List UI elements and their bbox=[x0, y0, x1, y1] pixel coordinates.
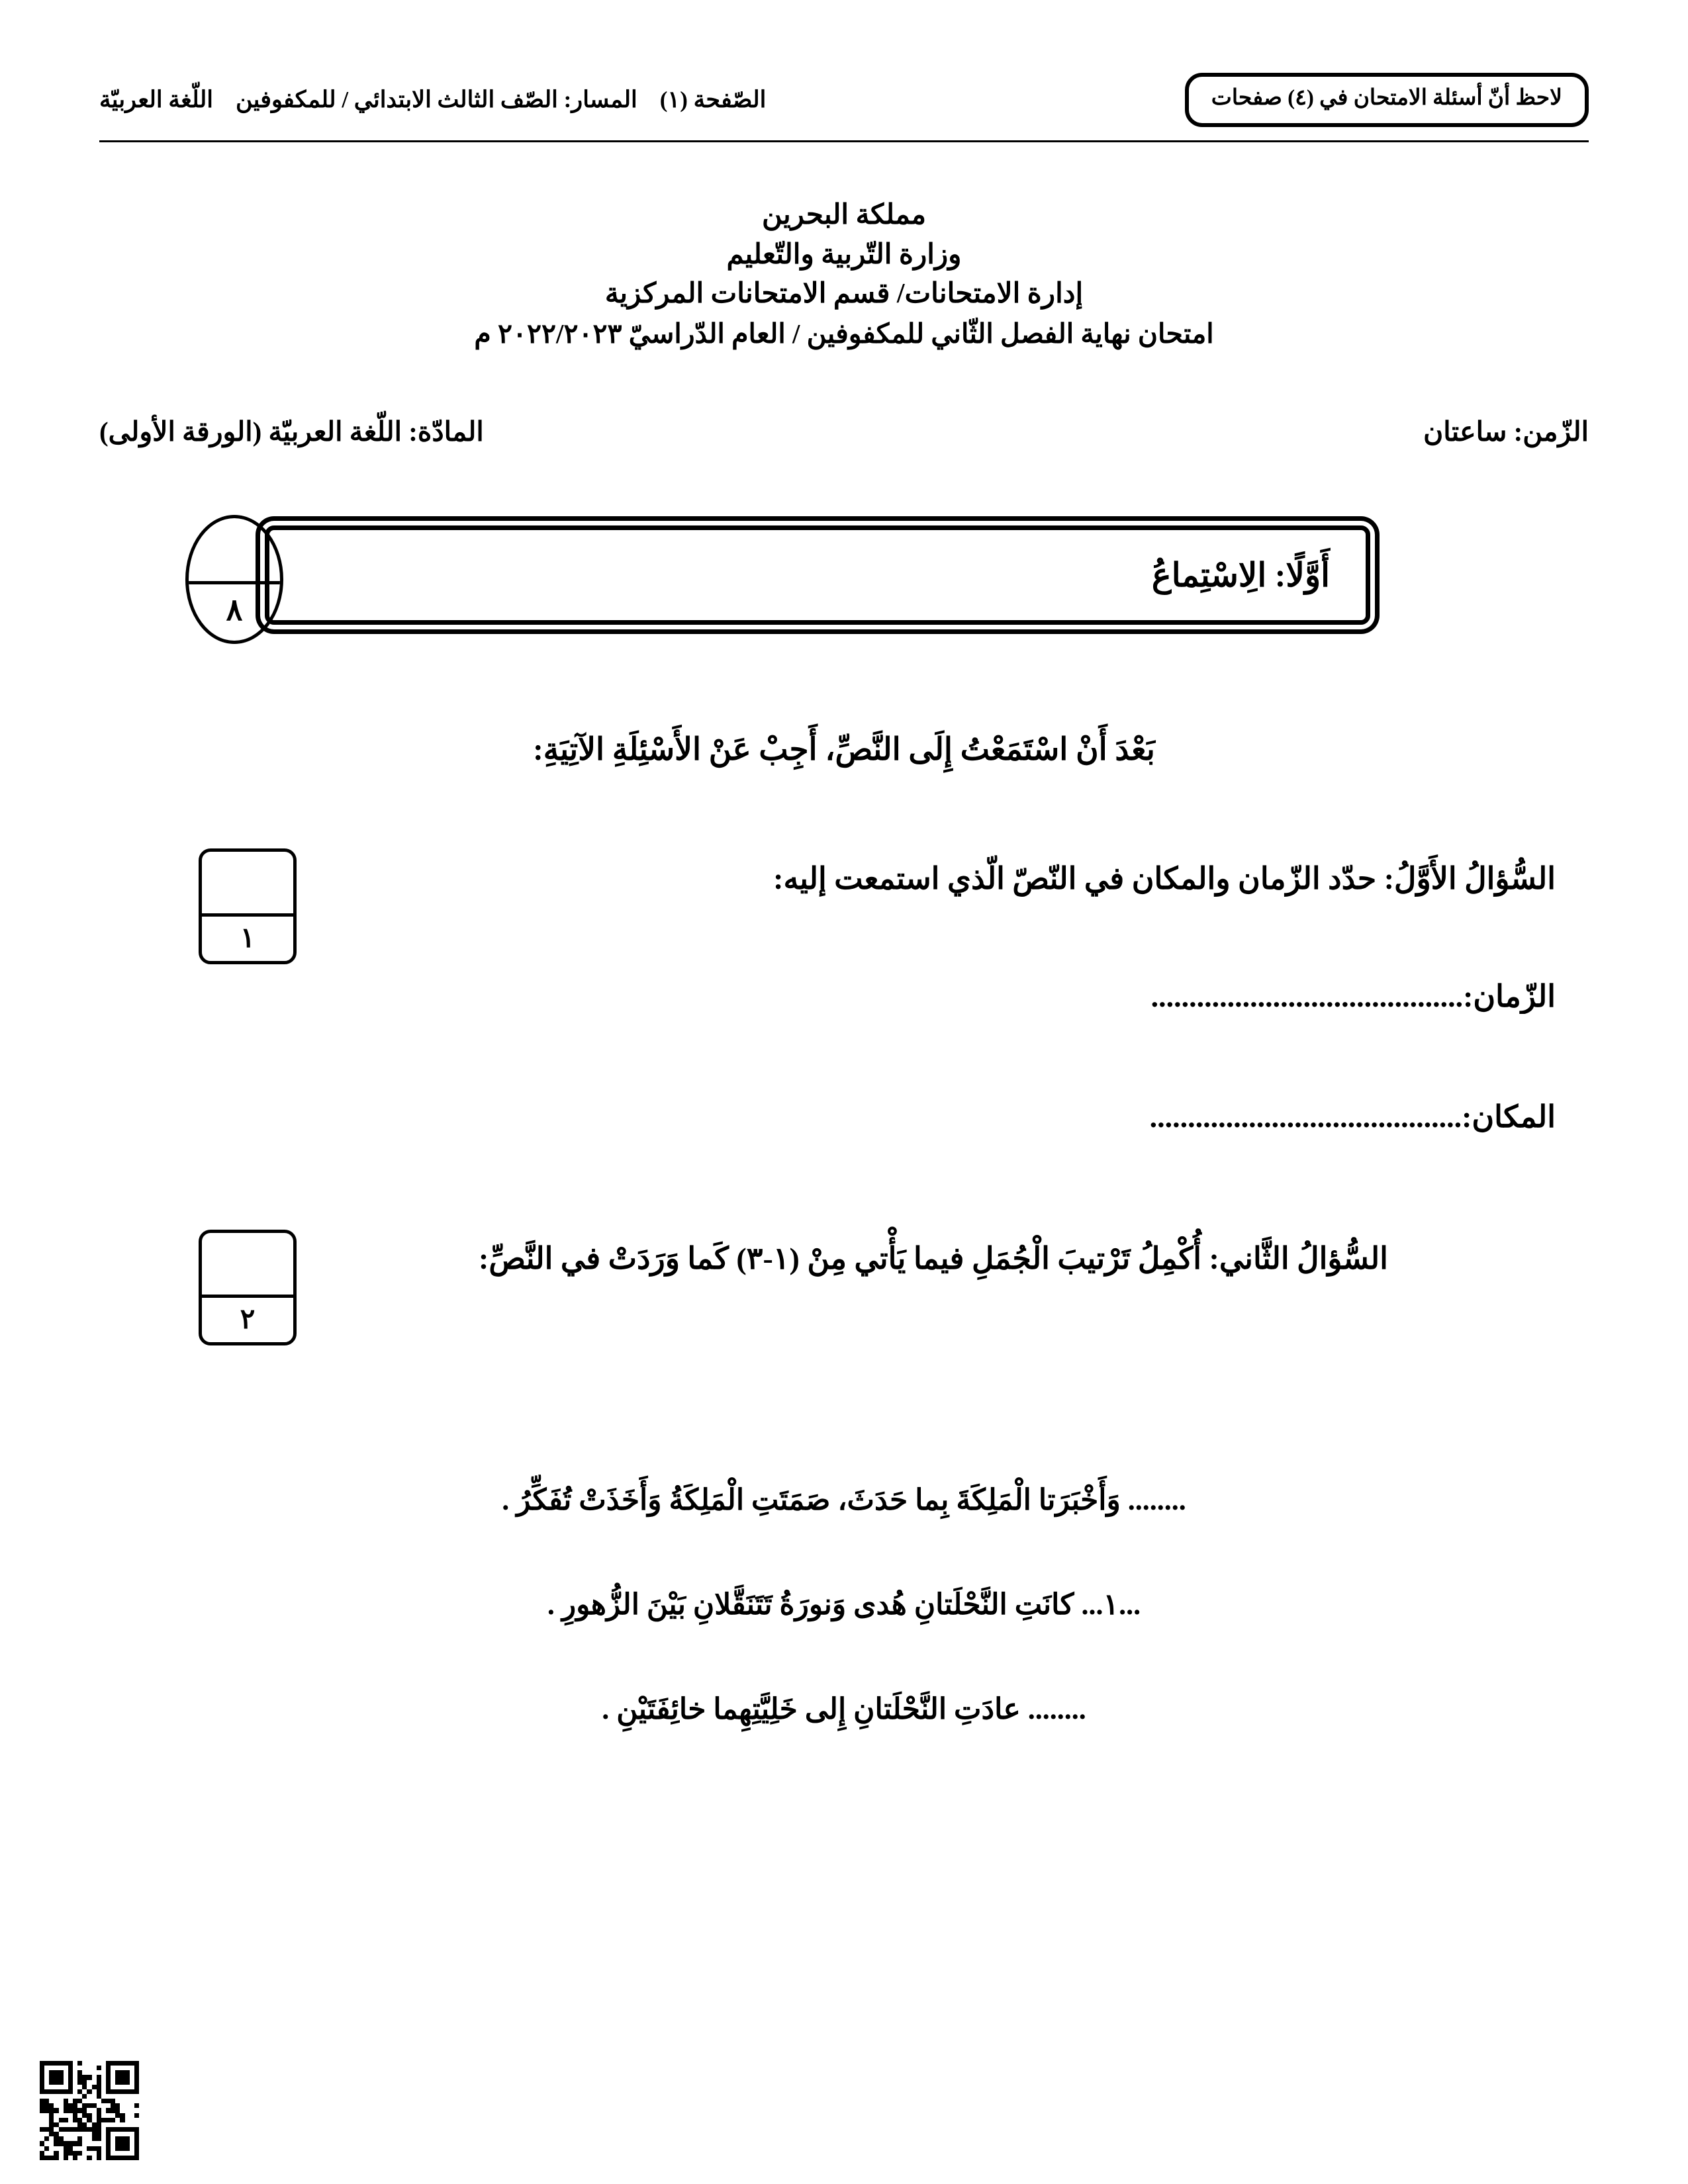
section-title: أَوَّلًا: الِاسْتِماعُ bbox=[1151, 557, 1330, 594]
header-track-label: المسار: الصّف الثالث الابتدائي / للمكفوفين bbox=[236, 87, 637, 113]
question-1-mark-box bbox=[199, 848, 297, 964]
listening-instruction: بَعْدَ أَنْ اسْتَمَعْتُ إِلَى النَّصِّ، أَجِبْ عَنْ الأَسْئِلَةِ الآتِيَةِ: bbox=[533, 733, 1155, 767]
exam-session-suffix: / العام الدّراسيّ ٢٠٢٢/٢٠٢٣ م bbox=[474, 318, 807, 349]
ministry-title-block bbox=[0, 196, 1688, 353]
header-divider bbox=[99, 140, 1589, 142]
section-title-box bbox=[265, 525, 1370, 625]
question-2-sentence-3[interactable]: ........ عادَتِ النَّحْلَتانِ إِلى خَلِيَّتِهِما خائِفَتَيْنِ . bbox=[602, 1693, 1086, 1725]
qr-code bbox=[40, 2061, 139, 2160]
section-marks-bubble bbox=[185, 515, 283, 644]
question-1-answer-line-time[interactable]: الزّمان:......................................... bbox=[1150, 979, 1556, 1013]
marks-bubble-divider bbox=[185, 581, 283, 584]
question-1-box-divider bbox=[201, 913, 294, 917]
department-name: إدارة الامتحانات/ قسم الامتحانات المركزية bbox=[604, 279, 1084, 310]
country-name: مملكة البحرين bbox=[762, 200, 926, 230]
question-2-number: ٢ bbox=[240, 1304, 256, 1335]
question-2-mark-box bbox=[199, 1230, 297, 1345]
page-header bbox=[99, 64, 1589, 136]
question-1-number: ١ bbox=[240, 923, 256, 954]
exam-session-audience: للمكفوفين bbox=[806, 318, 925, 349]
question-2-sentence-2[interactable]: ...١... كانَتِ النَّحْلَتانِ هُدى وَنورَةُ تَتَنَقَّلانِ بَيْنَ الزُّهورِ . bbox=[547, 1588, 1141, 1621]
question-1-text: السُّؤالُ الأَوَّلُ: حدّد الزّمان والمكان في النّصّ الّذي استمعت إليه: bbox=[773, 862, 1556, 895]
subject-time-row bbox=[99, 416, 1589, 447]
section-banner bbox=[185, 515, 1370, 641]
header-row bbox=[99, 64, 1589, 136]
header-page-label: الصّفحة (١) bbox=[659, 87, 767, 113]
question-2-box-divider bbox=[201, 1295, 294, 1298]
exam-subject: المادّة: اللّغة العربيّة (الورقة الأولى) bbox=[99, 416, 484, 447]
exam-session-prefix: امتحان نهاية الفصل الثّاني bbox=[924, 318, 1214, 349]
exam-duration: الزّمن: ساعتان bbox=[1423, 416, 1589, 447]
question-2-sentence-1[interactable]: ........ وَأَخْبَرَتا الْمَلِكَةَ بِما حَدَثَ، صَمَتَتِ الْمَلِكَةُ وَأَخَذَتْ تُفَكِّرُ . bbox=[502, 1484, 1186, 1516]
header-meta bbox=[99, 87, 792, 113]
question-1-answer-line-place[interactable]: المكان:......................................... bbox=[1149, 1100, 1556, 1134]
pages-count-note: لاحظ أنّ أسئلة الامتحان في (٤) صفحات bbox=[1185, 73, 1589, 127]
exam-session-line bbox=[0, 314, 1688, 353]
ministry-name: وزارة التّربية والتّعليم bbox=[726, 239, 962, 270]
header-subject-label: اللّغة العربيّة bbox=[99, 87, 214, 113]
question-2-text: السُّؤالُ الثَّاني: أُكْمِلُ تَرْتيبَ الْجُمَلِ فيما يَأْتي مِنْ (١-٣) كَما وَرَدَتْ في النَّصِّ: bbox=[479, 1242, 1388, 1275]
section-marks-value: ٨ bbox=[226, 593, 243, 627]
